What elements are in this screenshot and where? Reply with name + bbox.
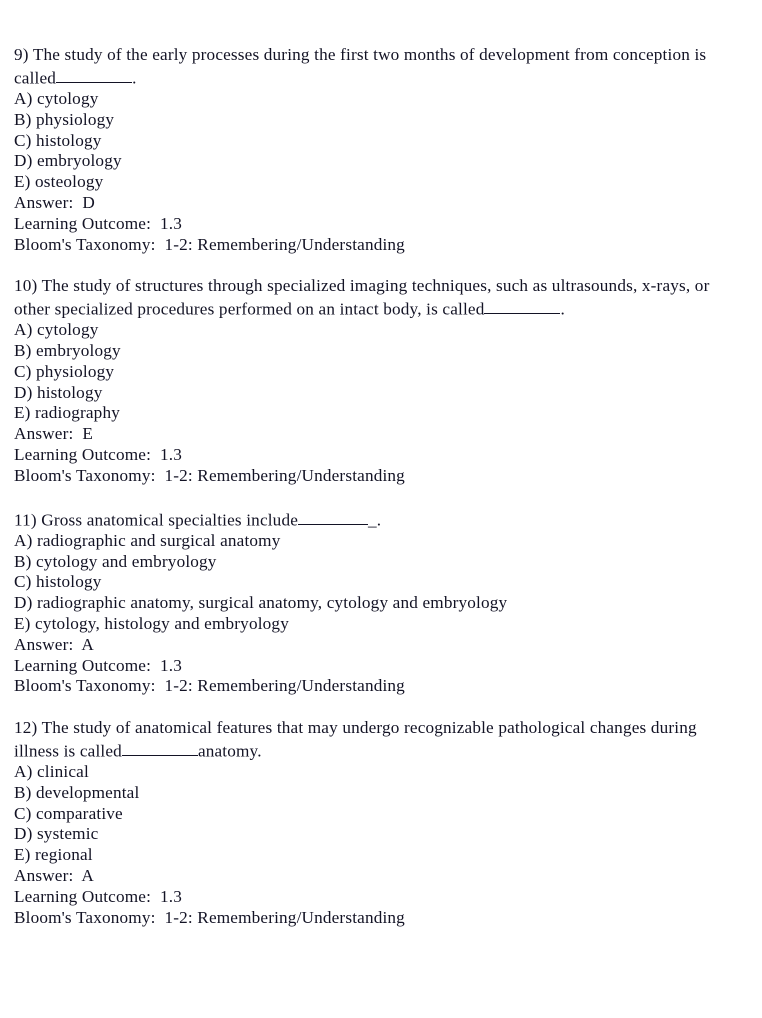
option-a: A) clinical: [14, 762, 89, 782]
bloom-taxonomy-line: Bloom's Taxonomy: 1-2: Remembering/Understanding: [14, 907, 405, 927]
answer-line: Answer: E: [14, 424, 94, 444]
question-block-12: [14, 718, 742, 928]
option-a: A) cytology: [14, 320, 99, 340]
question-stem-tail: .: [132, 68, 137, 88]
learning-outcome-line: Learning Outcome: 1.3: [14, 213, 182, 233]
option-e: E) regional: [14, 845, 93, 865]
question-stem-tail: anatomy.: [197, 741, 262, 761]
answer-blank: [298, 508, 368, 525]
option-e: E) radiography: [14, 403, 120, 423]
option-a: A) radiographic and surgical anatomy: [14, 530, 281, 550]
option-e: E) cytology, histology and embryology: [14, 613, 289, 633]
option-e: E) osteology: [14, 172, 104, 192]
question-stem-text: 12) The study of anatomical features that may undergo recognizable pathological changes during illness is called: [14, 718, 702, 761]
bloom-taxonomy-line: Bloom's Taxonomy: 1-2: Remembering/Understanding: [14, 465, 405, 485]
learning-outcome-line: Learning Outcome: 1.3: [14, 655, 182, 675]
option-b: B) developmental: [14, 782, 140, 802]
question-stem-tail: _.: [368, 509, 382, 529]
option-d: D) systemic: [14, 824, 99, 844]
option-d: D) embryology: [14, 151, 122, 171]
answer-line: Answer: A: [14, 866, 95, 885]
learning-outcome-line: Learning Outcome: 1.3: [14, 886, 182, 906]
question-stem-text: 9) The study of the early processes during the first two months of development from conception is called: [14, 45, 711, 88]
answer-line: Answer: D: [14, 192, 95, 212]
option-b: B) embryology: [14, 341, 121, 361]
question-block-10: [14, 276, 742, 486]
question-stem: [14, 508, 726, 531]
answer-blank: [122, 739, 198, 756]
answer-line: Answer: A: [14, 634, 95, 654]
question-block-11: [14, 508, 742, 698]
answer-blank: [56, 66, 132, 83]
bloom-taxonomy-line: Bloom's Taxonomy: 1-2: Remembering/Understanding: [14, 676, 405, 696]
option-b: B) cytology and embryology: [14, 551, 217, 571]
option-c: C) comparative: [14, 803, 123, 823]
question-stem: [14, 45, 726, 89]
answer-blank: [484, 297, 560, 314]
question-stem: [14, 276, 726, 320]
option-c: C) physiology: [14, 361, 115, 381]
option-d: D) histology: [14, 382, 103, 402]
learning-outcome-line: Learning Outcome: 1.3: [14, 445, 182, 464]
option-b: B) physiology: [14, 109, 115, 129]
option-c: C) histology: [14, 130, 102, 150]
question-stem-tail: .: [560, 299, 565, 319]
option-c: C) histology: [14, 572, 102, 592]
bloom-taxonomy-line: Bloom's Taxonomy: 1-2: Remembering/Understanding: [14, 234, 405, 254]
question-stem-text: 11) Gross anatomical specialties include: [14, 509, 299, 529]
question-stem: [14, 718, 726, 762]
question-stem-text: 10) The study of structures through specialized imaging techniques, such as ultrasounds, x-rays, or other specialized procedures performed on an intact body, is called: [14, 276, 714, 319]
option-d: D) radiographic anatomy, surgical anatomy, cytology and embryology: [14, 593, 508, 613]
question-block-9: [14, 45, 742, 255]
option-a: A) cytology: [14, 88, 99, 108]
